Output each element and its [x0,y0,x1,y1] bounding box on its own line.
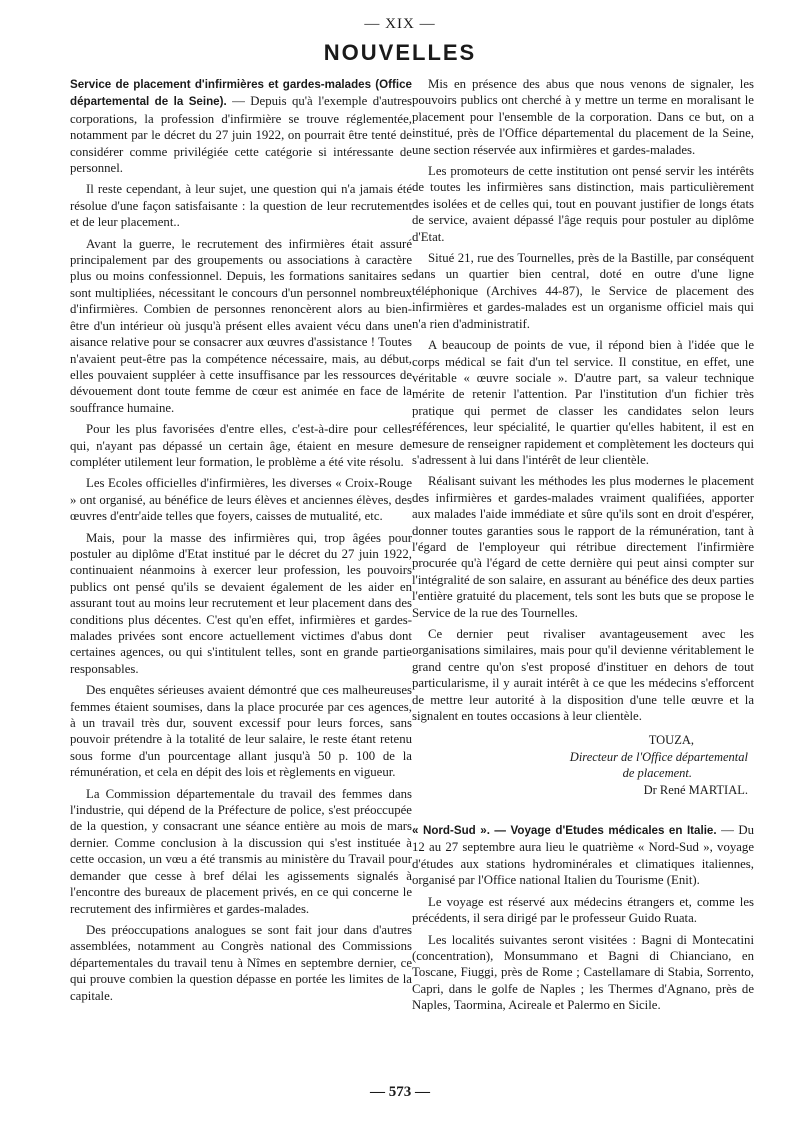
article1-heading: Service de placement d'infirmières et gardes-malades (Office départemental de la Seine). [70,78,412,109]
page-number: — 573 — [370,1084,430,1100]
article2-heading: « Nord-Sud ». — Voyage d'Etudes médicales en Italie. [412,824,717,838]
signature-role-line1: Directeur de l'Office départemental [569,749,748,764]
signature-doctor: Dr René MARTIAL. [643,782,748,797]
article1-paragraph-9: Mis en présence des abus que nous venons de signaler, les pouvoirs publics ont cherché à y mettre un terme en moralisant le placement pour l'ensemble de la corporation. Dans ce but, on a institué, près de l'Office départemental du placement de la Seine, une section réservée aux infirmières et gardes-malades. [412,77,754,157]
article1-paragraph-10: Les promoteurs de cette institution ont pensé servir les intérêts de toutes les infirmières sans distinction, mais particulièrement des isolées et de celles qui, tout en pouvant justifier de longs états de service, avaient dépassé l'âge requis pour postuler au diplôme d'Etat. [412,164,754,244]
article2-paragraph-0: — Du 12 au 27 septembre aura lieu le quatrième « Nord-Sud », voyage d'études aux stations hydrominérales et climatiques italiennes, organisé par l'Office national Italien du Tourisme (Enit). [412,823,754,888]
article1-paragraph-3: Pour les plus favorisées d'entre elles, c'est-à-dire pour celles qui, n'ayant pas dépassé un certain âge, étaient en mesure de compléter utilement leur formation, le problème a été vite résolu. [70,422,412,469]
article2-first-paragraph [412,822,754,889]
article1-paragraph-14: Ce dernier peut rivaliser avantageusement avec les organisations similaires, mais pour qu'il devienne véritablement le grand centre qu'on s'est proposé d'instituer en dehors de tout particularisme, il y aurait intérêt à ce que les médecins s'efforcent de mettre leur autorité à la disposition d'une telle œuvre et la signalent en toutes occasions à leur clientèle. [412,627,754,724]
article1-paragraph-4: Les Ecoles officielles d'infirmières, les diverses « Croix-Rouge » ont organisé, au bénéfice de leurs élèves et anciennes élèves, des œuvres d'entr'aide telles que foyers, caisses de mutualité, etc. [70,476,412,524]
article2-paragraph-1: Le voyage est réservé aux médecins étrangers et, comme les précédents, il sera dirigé par le professeur Guido Ruata. [412,894,754,926]
article1-paragraph-12: A beaucoup de points de vue, il répond bien à l'idée que le corps médical se fait d'un tel service. Il constitue, en effet, une véritable « œuvre sociale ». D'autre part, sa valeur technique mérite de retenir l'attention. Par l'institution d'un fichier très pratique qui permet de classer les candidates selon leurs références, leur spécialité, le quartier qu'elles habitent, il est en mesure de renseigner rapidement et complètement les docteurs qui s'adressent à lui dans l'intérêt de leur clientèle. [412,338,754,467]
article1-paragraph-2: Avant la guerre, le recrutement des infirmières était assuré principalement par des groupements ou associations à caractère plus ou moins confessionnel. Depuis, les formations sanitaires se sont multipliées, nécessitant le concours d'un personnel nombreux d'infirmières. Combien de personnes renoncèrent alors au bien-être d'un intérieur où jusqu'à présent elles avaient vécu dans une aisance relative pour se consacrer aux œuvres d'assistance ! Toutes n'avaient peut-être pas la compétence nécessaire, mais, au début, elles pouvaient suppléer à cette insuffisance par les ressources de dévouement dont toute femme de cœur est animée en face de la souffrance humaine. [70,236,412,415]
article1-paragraph-7: La Commission départementale du travail des femmes dans l'industrie, qui dépend de la Préfecture de police, s'est préoccupée de la question, y consacrant une séance entière au mois de mars dernier. Comme conclusion à la discussion qui s'est instituée à cette occasion, un vœu a été transmis au ministère du Travail pour demander que cesse à bref délai les agissements signalés à l'encontre des bureaux de placement privés, en ce qui concerne le recrutement des infirmières et gardes-malades. [70,786,412,916]
right-column [412,76,754,1019]
article1-paragraph-13: Réalisant suivant les méthodes les plus modernes le placement des infirmières et gardes-malades vraiment qualifiées, apporter aux malades l'aide immédiate et sûre qu'ils sont en droit d'espérer, donner toutes garanties sous le rapport de la rémunération, tant à l'égard de l'employeur qui rétribue directement l'infirmière procurée qu'à l'égard de cette dernière qui peut ainsi compter sur l'intégralité de son salaire, en assurant au bénéfice des deux parties l'entière gratuité du placement, tels sont les buts que se propose le Service de la rue des Tournelles. [412,474,754,620]
page-title: NOUVELLES [323,40,477,65]
article1-paragraph-8: Des préoccupations analogues se sont fait jour dans d'autres assemblées, notamment au Congrès national des Commissions départementales du travail tenu à Nîmes en septembre dernier, ce qui prouve combien la question dépasse en portée les limites de la capitale. [70,922,412,1003]
article1-paragraph-1: Il reste cependant, à leur sujet, une question qui n'a jamais été résolue d'une façon satisfaisante : la question de leur recrutement et de leur placement.. [70,182,412,230]
article1-paragraph-0: — Depuis qu'à l'exemple d'autres corporations, la profession d'infirmière se trouve réglementée, notamment par le décret du 27 juin 1922, on pourrait être tenté de considérer comme privilégiée cette catégorie si intéressante de personnel. [70,94,413,176]
page-section-numeral: — XIX — [364,16,436,32]
signature-name: TOUZA, [648,733,694,748]
article1-first-paragraph [70,76,412,176]
article1-paragraph-6: Des enquêtes sérieuses avaient démontré que ces malheureuses femmes étaient soumises, dans la place procurée par ces agences, à un travail très dur, souvent excessif pour leurs forces, sans pouvoir prétendre à la totalité de leur salaire, le reste étant retenu sous forme d'un pourcentage allant jusqu'à 50 p. 100 de la rémunération, et cela en dépit des lois et règlements en vigueur. [70,683,412,780]
article1-paragraph-5: Mais, pour la masse des infirmières qui, trop âgées pour postuler au diplôme d'Etat institué par le décret du 27 juin 1922, continuaient néanmoins à exercer leur profession, les pouvoirs publics ont pensé qu'ils se devaient également de les aider en assurant tout au moins leur recrutement et leur placement dans des conditions plus décentes. C'est qu'en effet, infirmières et gardes-malades privées sont encore actuellement victimes d'abus dont certaines agences, ou qui s'intitulent telles, sont en grande partie responsables. [70,530,412,676]
left-column [70,76,412,1009]
signature-role-line2: de placement. [622,766,692,781]
article1-paragraph-11: Situé 21, rue des Tournelles, près de la Bastille, par conséquent dans un quartier bien central, doté en outre d'une ligne téléphonique (Archives 44-87), le Service de placement des infirmières et gardes-malades est un organisme officiel mais qui n'a rien d'administratif. [412,251,754,331]
article2-paragraph-2: Les localités suivantes seront visitées : Bagni di Montecatini (concentration), Monsummano et Bagni di Chianciano, en Toscane, Fiuggi, près de Rome ; Castellamare di Stabia, Sorrento, Capri, dans le golfe de Naples ; les Thermes d'Agnano, près de Naples, Taormina, Acireale et Palermo en Sicile. [412,932,754,1013]
article1-signature [412,732,754,798]
